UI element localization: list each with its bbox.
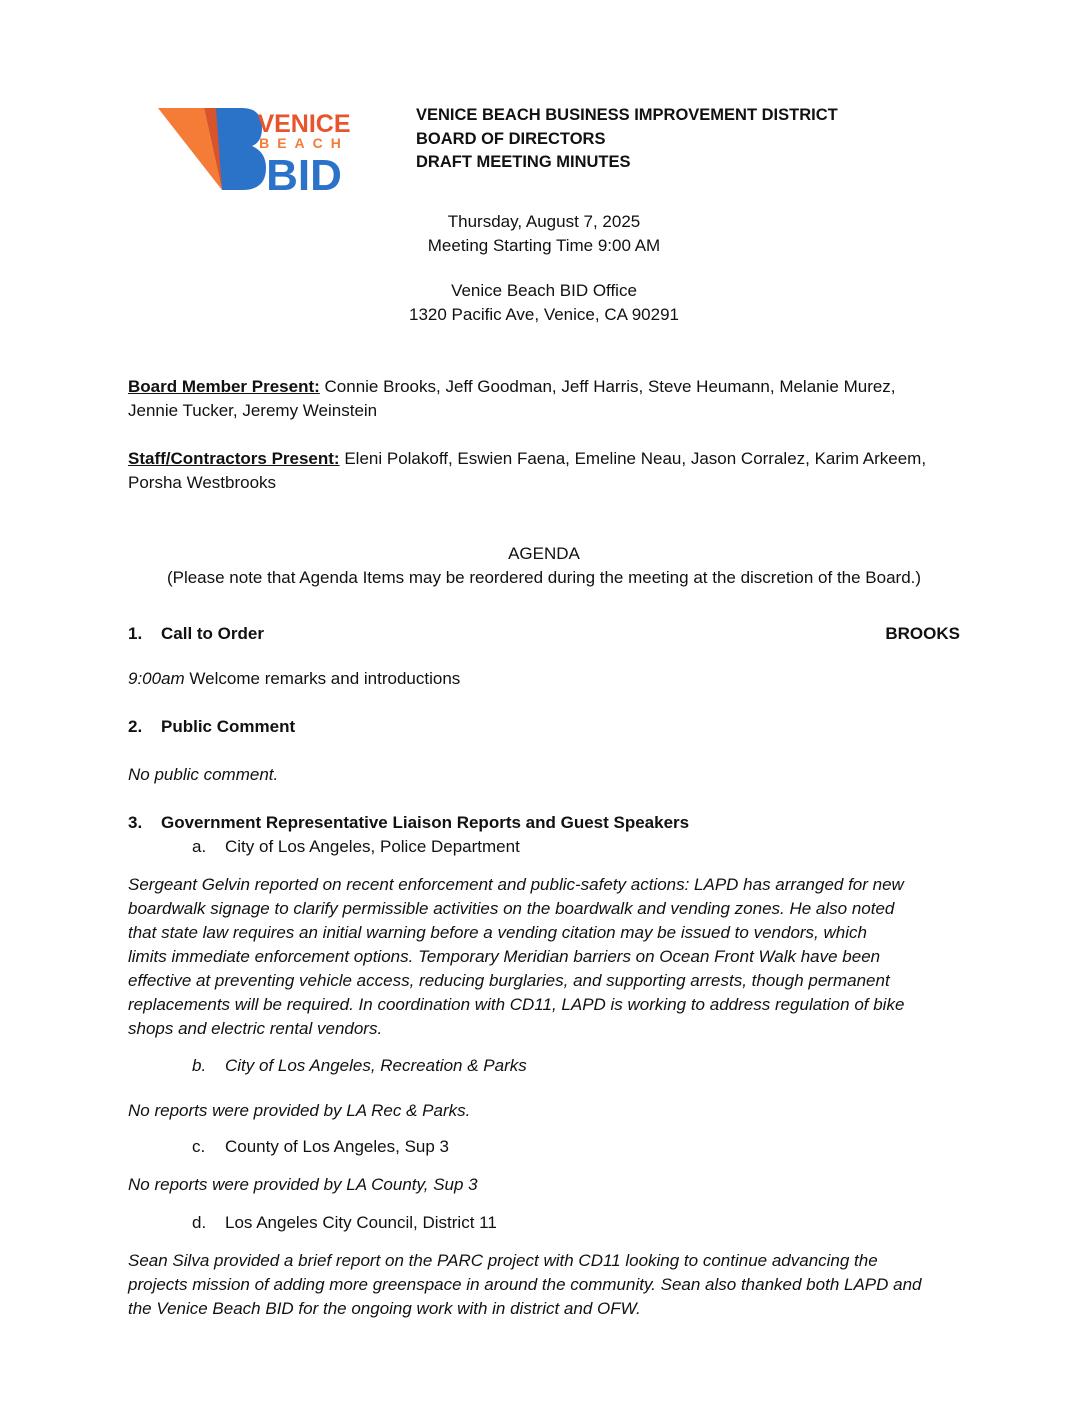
board-members-names-1: Connie Brooks, Jeff Goodman, Jeff Harris, Steve Heumann, Melanie Murez, <box>319 377 896 396</box>
venice-beach-bid-logo <box>158 104 384 194</box>
agenda-item-1-text: Welcome remarks and introductions <box>184 669 461 688</box>
agenda-item-2-body: No public comment. <box>128 765 279 784</box>
staff-names-1: Eleni Polakoff, Eswien Faena, Emeline Neau, Jason Corralez, Karim Arkeem, <box>339 449 927 468</box>
meeting-location-name: Venice Beach BID Office <box>451 281 637 300</box>
sub-item-d-line: the Venice Beach BID for the ongoing work with in district and OFW. <box>128 1299 641 1318</box>
sub-item-a-line: shops and electric rental vendors. <box>128 1019 383 1038</box>
sub-item-a-line: replacements will be required. In coordination with CD11, LAPD is working to address regulation of bike <box>128 995 905 1014</box>
board-members-names-2: Jennie Tucker, Jeremy Weinstein <box>128 401 378 420</box>
agenda-item-3-title: Government Representative Liaison Reports and Guest Speakers <box>161 813 690 832</box>
sub-item-b-letter: b. <box>192 1056 207 1075</box>
agenda-item-1-number: 1. <box>128 624 143 643</box>
agenda-note: (Please note that Agenda Items may be reordered during the meeting at the discretion of the Board.) <box>166 568 922 587</box>
sub-item-b <box>192 1054 527 1078</box>
staff-names-2: Porsha Westbrooks <box>128 473 277 492</box>
sub-item-d-label: Los Angeles City Council, District 11 <box>225 1213 497 1232</box>
sub-item-b-report: No reports were provided by LA Rec & Parks. <box>128 1101 471 1120</box>
logo-text-beach: BEACH <box>259 135 349 151</box>
logo-text-venice: VENICE <box>257 110 351 138</box>
sub-item-a <box>192 835 520 859</box>
sub-item-d-line: projects mission of adding more greenspace in around the community. Sean also thanked both LAPD and <box>128 1275 922 1294</box>
agenda-item-1-body <box>128 667 960 691</box>
agenda-item-2-heading <box>128 715 960 739</box>
sub-item-d-report <box>128 1249 960 1321</box>
org-title-block <box>416 104 838 175</box>
board-members-label: Board Member Present: <box>128 377 320 396</box>
agenda-item-1-lead: BROOKS <box>885 624 960 643</box>
board-members-present <box>128 375 960 423</box>
agenda-item-1-time: 9:00am <box>128 669 185 688</box>
agenda-item-2-title: Public Comment <box>161 717 296 736</box>
staff-label: Staff/Contractors Present: <box>128 449 340 468</box>
agenda-item-1-heading <box>128 622 960 646</box>
meeting-start-time: Meeting Starting Time 9:00 AM <box>427 236 661 255</box>
agenda-item-2-number: 2. <box>128 717 143 736</box>
sub-item-a-line: effective at preventing vehicle access, reducing burglaries, and supporting arrests, though permanent <box>128 971 890 990</box>
sub-item-d <box>192 1211 497 1235</box>
org-title-line-1: VENICE BEACH BUSINESS IMPROVEMENT DISTRICT <box>416 106 838 124</box>
sub-item-c <box>192 1135 449 1159</box>
sub-item-a-line: boardwalk signage to clarify permissible activities on the boardwalk and vending zones. He also noted <box>128 899 895 918</box>
sub-item-a-letter: a. <box>192 837 207 856</box>
sub-item-b-label: City of Los Angeles, Recreation & Parks <box>225 1056 527 1075</box>
agenda-item-3-heading <box>128 811 960 835</box>
org-title-line-3: DRAFT MEETING MINUTES <box>416 153 631 171</box>
sub-item-d-letter: d. <box>192 1213 207 1232</box>
sub-item-a-label: City of Los Angeles, Police Department <box>225 837 520 856</box>
sub-item-c-letter: c. <box>192 1137 206 1156</box>
sub-item-c-report: No reports were provided by LA County, Sup 3 <box>128 1175 478 1194</box>
meeting-date: Thursday, August 7, 2025 <box>447 212 641 231</box>
sub-item-a-line: Sergeant Gelvin reported on recent enforcement and public-safety actions: LAPD has arranged for new <box>128 875 904 894</box>
sub-item-c-label: County of Los Angeles, Sup 3 <box>225 1137 449 1156</box>
agenda-item-1-title: Call to Order <box>161 624 264 643</box>
agenda-item-3-number: 3. <box>128 813 143 832</box>
staff-present <box>128 447 960 495</box>
org-title-line-2: BOARD OF DIRECTORS <box>416 129 606 148</box>
agenda-title: AGENDA <box>508 544 580 563</box>
sub-item-a-line: limits immediate enforcement options. Temporary Meridian barriers on Ocean Front Walk have been <box>128 947 881 966</box>
meeting-address: 1320 Pacific Ave, Venice, CA 90291 <box>409 305 679 324</box>
sub-item-a-report <box>128 873 960 1041</box>
sub-item-d-line: Sean Silva provided a brief report on the PARC project with CD11 looking to continue advancing the <box>128 1251 878 1270</box>
logo-text-bid: BID <box>266 151 342 194</box>
sub-item-a-line: that state law requires an initial warning before a vending citation may be issued to vendors, which <box>128 923 867 942</box>
